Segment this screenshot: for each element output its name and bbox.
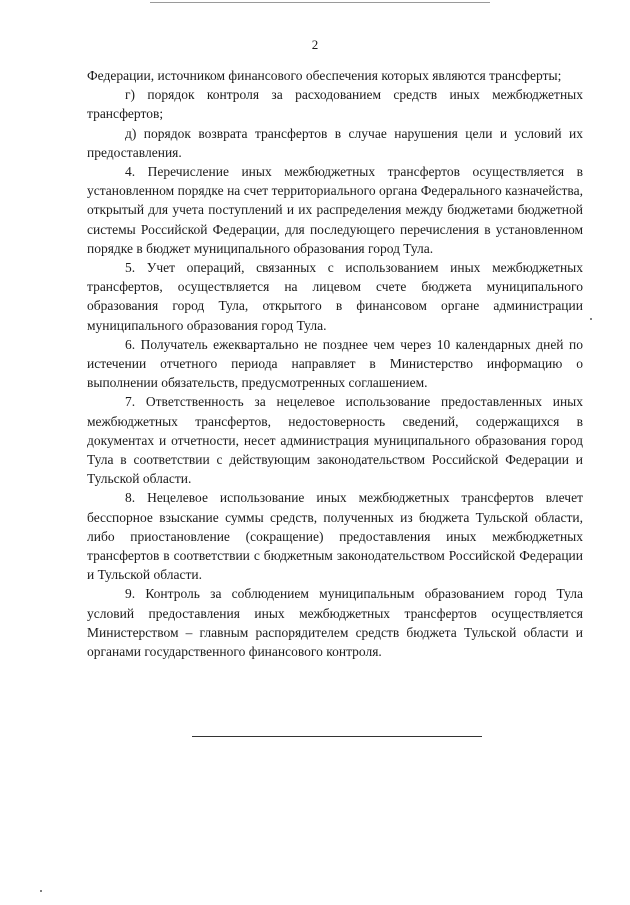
paragraph-item-d: д) порядок возврата трансфертов в случае нарушения цели и условий их предоставления. <box>87 125 583 160</box>
paragraph-7: 7. Ответственность за нецелевое использование предоставленных иных межбюджетных трансфертов, недостоверность сведений, содержащихся в документах и отчетности, несет администрация муниципального образования город Тула в соответствии с действующим законодательством Российской Федерации и Тульской области. <box>87 394 583 487</box>
end-of-text-rule <box>192 736 482 737</box>
paragraph-8: 8. Нецелевое использование иных межбюджетных трансфертов влечет бесспорное взыскание суммы средств, полученных из бюджета Тульской области, либо приостановление (сокращение) предоставления иных межбюджетных трансфертов в соответствии с бюджетным законодательством Российской Федерации и Тульской области. <box>87 490 583 583</box>
paragraph-6: 6. Получатель ежеквартально не позднее чем через 10 календарных дней по истечении отчетного периода направляет в Министерство информацию о выполнении обязательств, предусмотренных соглашением. <box>87 336 583 391</box>
scan-speck <box>40 890 42 892</box>
paragraph-9: 9. Контроль за соблюдением муниципальным образованием город Тула условий предоставления иных межбюджетных трансфертов осуществляется Министерством – главным распорядителем средств бюджета Тульской области и органами государственного финансового контроля. <box>87 586 583 660</box>
paragraph-continuation: Федерации, источником финансового обеспечения которых являются трансферты; <box>87 68 562 83</box>
paragraph-item-g: г) порядок контроля за расходованием средств иных межбюджетных трансфертов; <box>87 87 583 122</box>
page-number: 2 <box>311 37 319 52</box>
document-body <box>87 66 583 661</box>
paragraph-4: 4. Перечисление иных межбюджетных трансфертов осуществляется в установленном порядке на счет территориального органа Федерального казначейства, открытый для учета поступлений и их распределения между бюджетами бюджетной системы Российской Федерации, для последующего перечисления в установленном порядке в бюджет муниципального образования город Тула. <box>87 164 583 256</box>
paragraph-5: 5. Учет операций, связанных с использованием иных межбюджетных трансфертов, осуществляется на лицевом счете бюджета муниципального образования город Тула, открытого в финансовом органе администрации муниципального образования город Тула. <box>87 260 583 333</box>
scan-speck <box>590 318 592 320</box>
top-edge-rule <box>150 2 490 3</box>
